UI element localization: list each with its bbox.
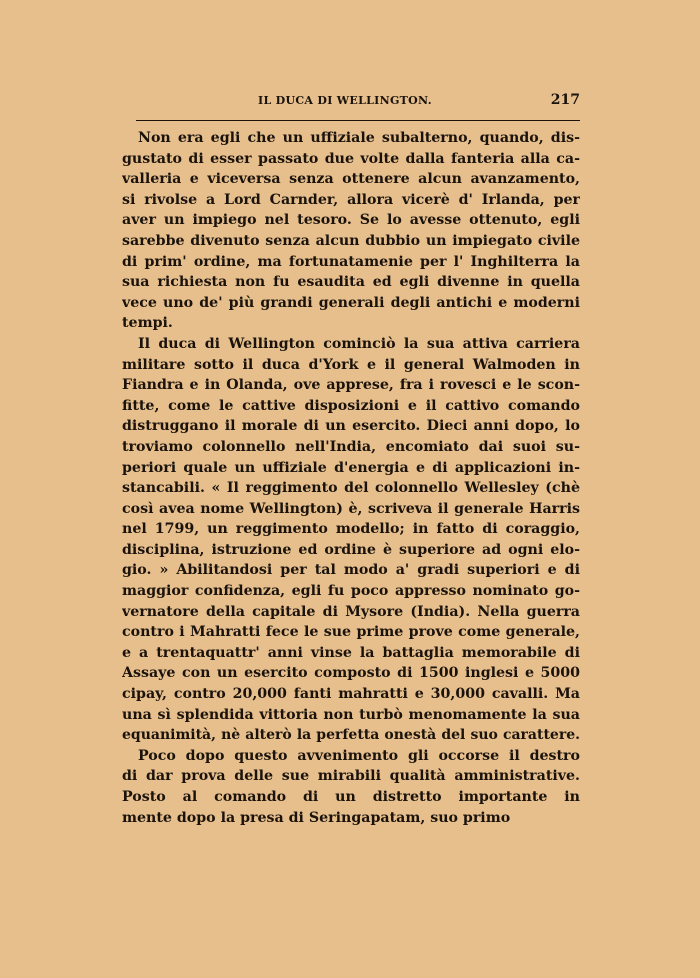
text-line: periori quale un uffiziale d'energia e di applicazioni in- [122,459,580,476]
text-line: Fiandra e in Olanda, ove apprese, fra i rovesci e le scon- [122,377,580,394]
text-line: tempi. [122,315,173,332]
text-line: contro i Mahratti fece le sue prime prove come generale, [122,624,580,641]
text-line: Assaye con un esercito composto di 1500 inglesi e 5000 [122,665,580,682]
text-line: di dar prova delle sue mirabili qualità amministrative. [122,768,580,785]
text-line: valleria e viceversa senza ottenere alcun avanzamento, [122,171,580,188]
text-line: distruggano il morale di un esercito. Dieci anni dopo, lo [122,418,580,435]
text-line: una sì splendida vittoria non turbò menomamente la sua [122,706,580,723]
text-line: Non era egli che un uffiziale subalterno, quando, dis- [138,130,580,146]
text-line: Poco dopo questo avvenimento gli occorse il destro [138,747,580,764]
text-line: di prim' ordine, ma fortunatamenie per l' Inghilterra la [122,253,580,270]
text-line: disciplina, istruzione ed ordine è superiore ad ogni elo- [122,541,580,558]
text-line: Il duca di Wellington cominciò la sua attiva carriera [138,335,580,352]
text-line: cipay, contro 20,000 fanti mahratti e 30,000 cavalli. Ma [122,686,580,703]
text-line: si rivolse a Lord Carnder, allora vicerè d' Irlanda, per [122,191,580,208]
text-line: sua richiesta non fu esaudita ed egli divenne in quella [122,274,580,291]
body-text [122,128,580,828]
text-line: fitte, come le cattive disposizioni e il cattivo comando [122,397,580,414]
text-line: così avea nome Wellington) è, scriveva il generale Harris [122,500,580,517]
text-line: stancabili. « Il reggimento del colonnello Wellesley (chè [122,480,580,497]
text-line: troviamo colonnello nell'India, encomiato dai suoi su- [122,438,580,455]
text-line: vece uno de' più grandi generali degli antichi e moderni [122,294,580,311]
text-line: Posto al comando di un distretto importante in [122,789,580,805]
running-title: IL DUCA DI WELLINGTON. [258,94,432,107]
text-line: nel 1799, un reggimento modello; in fatto di coraggio, [122,521,580,538]
text-line: gio. » Abilitandosi per tal modo a' gradi superiori e di [122,562,580,579]
text-line: e a trentaquattr' anni vinse la battaglia memorabile di [122,644,580,661]
text-line: maggior confidenza, egli fu poco appresso nominato go- [122,583,580,600]
text-line: militare sotto il duca d'York e il general Walmoden in [122,356,580,373]
header-rule [136,120,580,121]
text-line: mente dopo la presa di Seringapatam, suo primo [122,809,511,826]
text-line: equanimità, nè alterò la perfetta onestà del suo carattere. [122,727,580,744]
text-line: vernatore della capitale di Mysore (India). Nella guerra [122,603,580,620]
running-head [122,94,580,114]
text-line: gustato di esser passato due volte dalla fanteria alla ca- [122,150,580,167]
text-line: sarebbe divenuto senza alcun dubbio un impiegato civile [122,232,580,249]
text-line: aver un impiego nel tesoro. Se lo avesse ottenuto, egli [122,212,580,229]
page-number: 217 [550,92,580,108]
